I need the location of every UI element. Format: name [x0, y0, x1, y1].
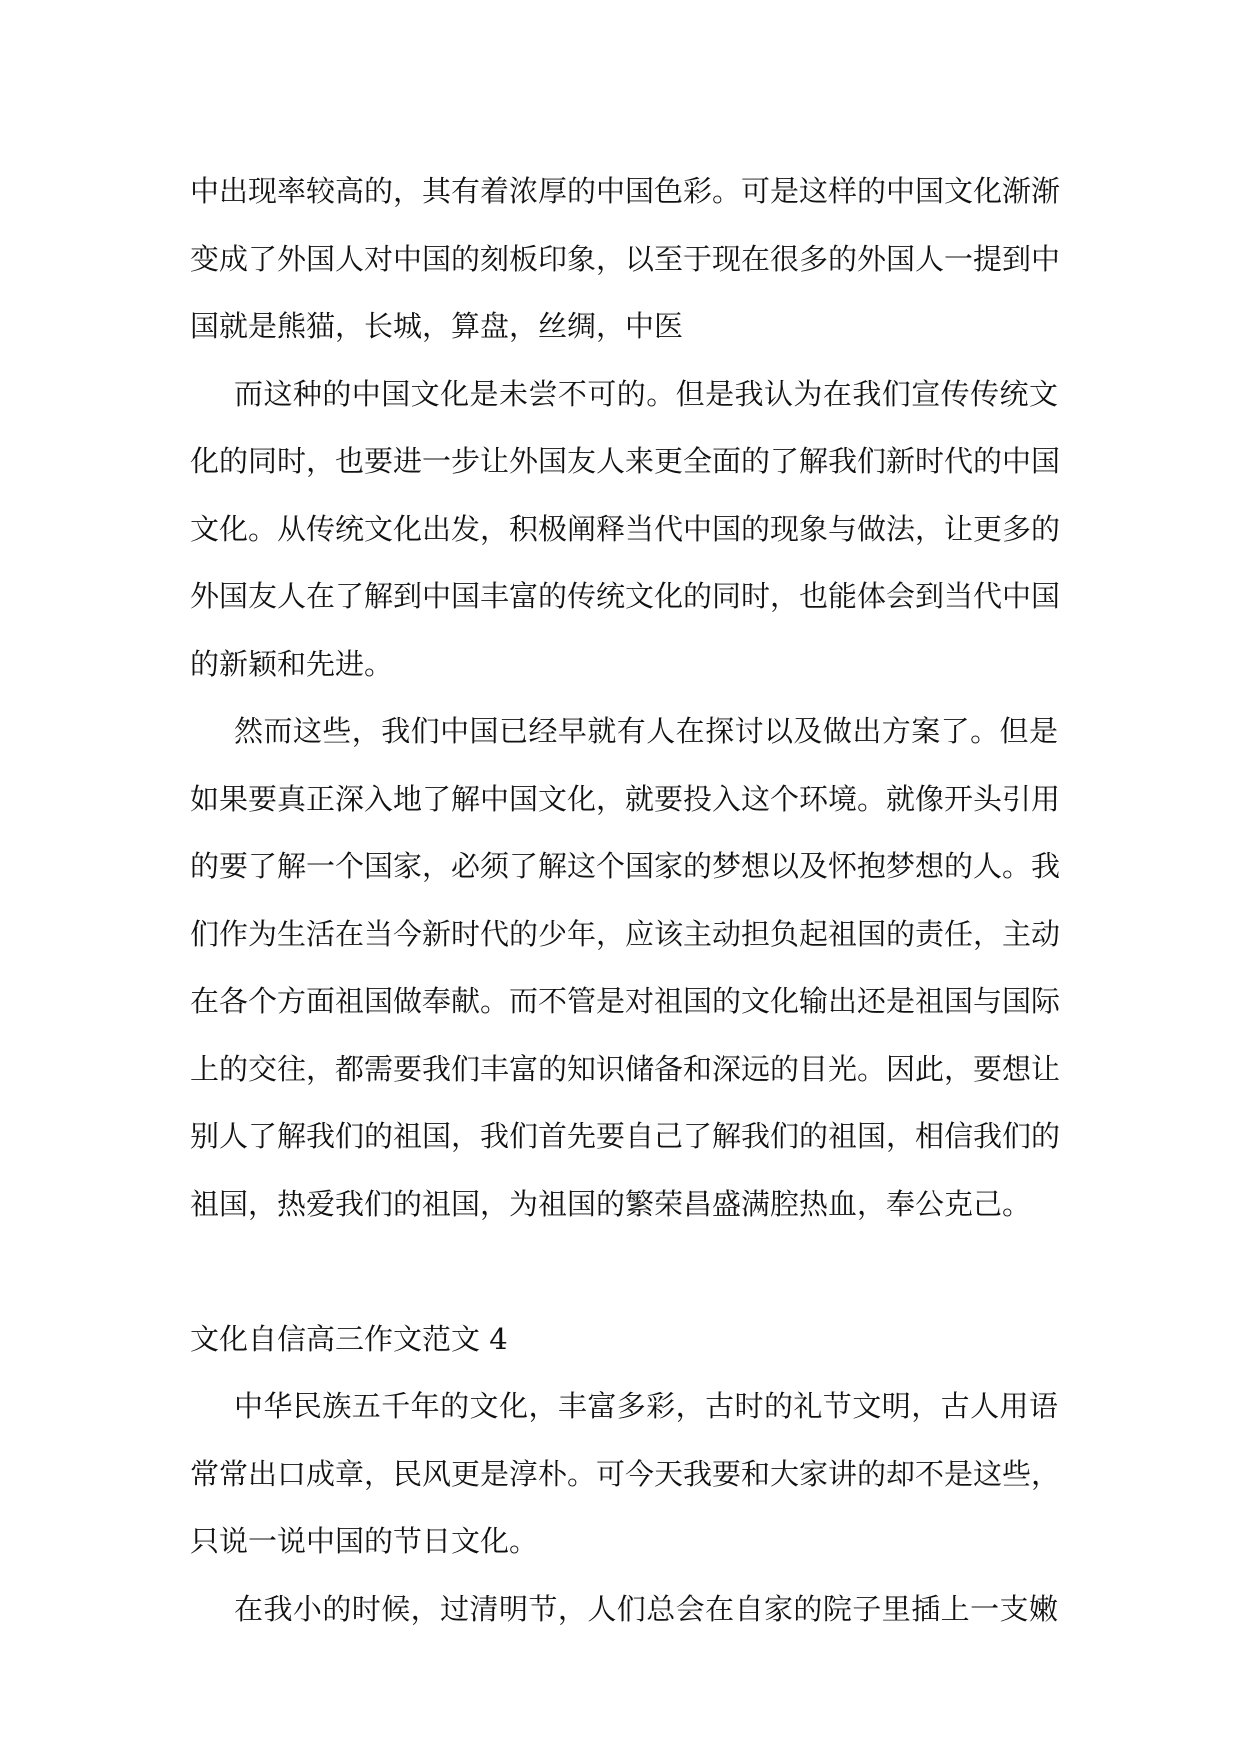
text-line: 然而这些，我们中国已经早就有人在探讨以及做出方案了。但是 [234, 714, 1058, 748]
blank-line [190, 1238, 1058, 1306]
text-line: 在我小的时候，过清明节，人们总会在自家的院子里插上一支嫩 [234, 1591, 1058, 1626]
text-line: 外国友人在了解到中国丰富的传统文化的同时，也能体会到当代中国 [190, 579, 1061, 613]
text-line: 文化。从传统文化出发，积极阐释当代中国的现象与做法，让更多的 [190, 511, 1061, 546]
paragraph-2 [190, 361, 1061, 699]
text-line: 祖国，热爱我们的祖国，为祖国的繁荣昌盛满腔热血，奉公克己。 [190, 1186, 1032, 1221]
text-line: 国就是熊猫，长城，算盘，丝绸，中医 [190, 309, 684, 343]
text-line: 中华民族五千年的文化，丰富多彩，古时的礼节文明，古人用语 [234, 1389, 1058, 1423]
text-line: 上的交往，都需要我们丰富的知识储备和深远的目光。因此，要想让 [190, 1051, 1061, 1086]
text-line: 而这种的中国文化是未尝不可的。但是我认为在我们宣传传统文 [234, 376, 1058, 411]
document-page [190, 158, 1061, 1643]
text-line: 只说一说中国的节日文化。 [190, 1524, 539, 1558]
paragraph-3 [190, 698, 1061, 1238]
text-line: 中出现率较高的，其有着浓厚的中国色彩。可是这样的中国文化渐渐 [190, 174, 1061, 208]
text-line: 的要了解一个国家，必须了解这个国家的梦想以及怀抱梦想的人。我 [190, 849, 1061, 883]
section-paragraph-2 [190, 1576, 1058, 1644]
text-line: 别人了解我们的祖国，我们首先要自己了解我们的祖国，相信我们的 [190, 1119, 1061, 1153]
text-line: 们作为生活在当今新时代的少年，应该主动担负起祖国的责任，主动 [190, 916, 1061, 951]
paragraph-1 [190, 158, 1061, 361]
text-line: 常常出口成章，民风更是淳朴。可今天我要和大家讲的却不是这些， [190, 1456, 1061, 1491]
text-line: 变成了外国人对中国的刻板印象，以至于现在很多的外国人一提到中 [190, 241, 1061, 276]
section-paragraph-1 [190, 1373, 1061, 1576]
text-line: 在各个方面祖国做奉献。而不管是对祖国的文化输出还是祖国与国际 [190, 984, 1061, 1018]
text-line: 化的同时，也要进一步让外国友人来更全面的了解我们新时代的中国 [190, 444, 1061, 478]
text-line: 如果要真正深入地了解中国文化，就要投入这个环境。就像开头引用 [190, 781, 1061, 816]
section-title: 文化自信高三作文范文 4 [190, 1321, 508, 1356]
text-line: 的新颖和先进。 [190, 646, 394, 681]
